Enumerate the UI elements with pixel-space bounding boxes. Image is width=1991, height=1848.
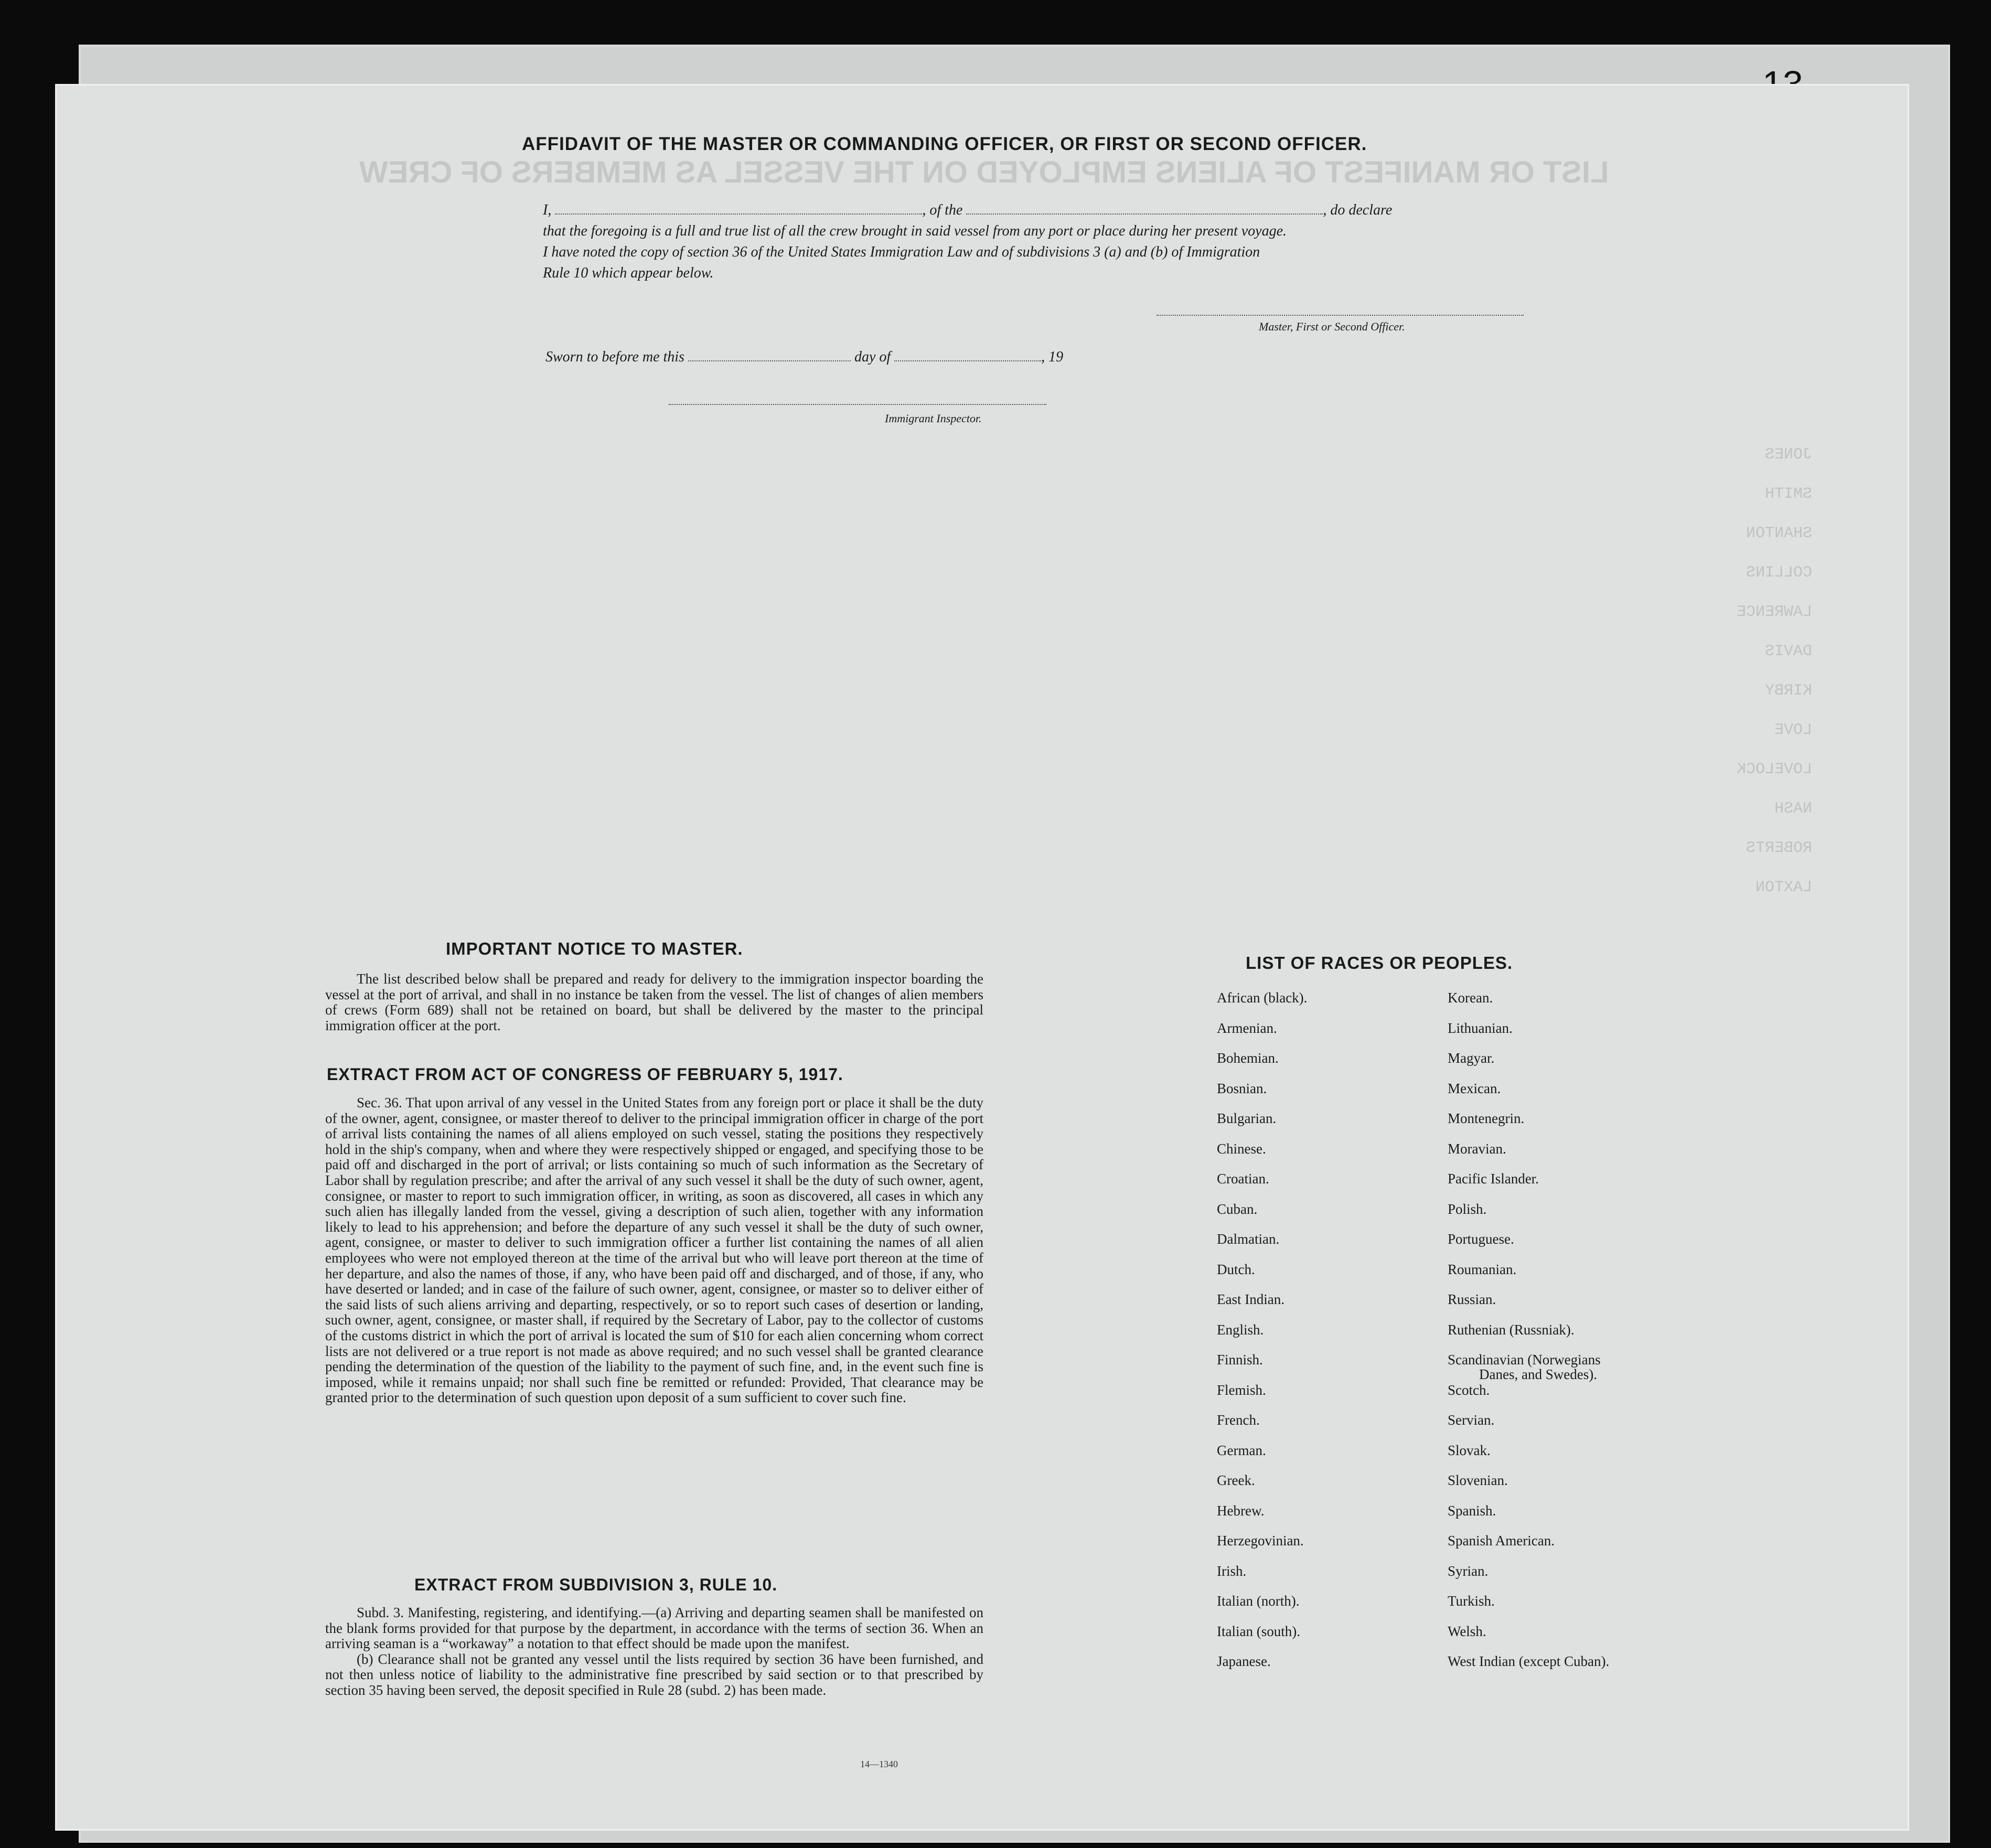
race-item: Flemish.: [1217, 1382, 1266, 1398]
race-item: Mexican.: [1448, 1080, 1501, 1096]
affidavit-line-1: [543, 202, 1550, 219]
race-item: French.: [1217, 1412, 1260, 1428]
race-item: Portuguese.: [1448, 1231, 1514, 1247]
race-item: German.: [1217, 1442, 1266, 1458]
sworn-line: [545, 349, 1553, 366]
bleed-row: KIRBY: [1764, 682, 1812, 700]
race-item: Armenian.: [1217, 1020, 1277, 1036]
race-item: Finnish.: [1217, 1352, 1263, 1368]
race-item: Slovak.: [1448, 1442, 1491, 1458]
rule-paragraph-b: (b) Clearance shall not be granted any vessel until the lists required by section 36 have been furnished, and not then unless notice of liability to the administrative fine prescribed by said section or to that prescribed by section 35 having been served, the deposit specified in Rule 28 (subd. 2) has been made.: [325, 1651, 983, 1698]
race-item: Roumanian.: [1448, 1261, 1517, 1277]
affidavit-line-3: I have noted the copy of section 36 of the United States Immigration Law and of subdivisions 3 (a) and (b) of Immigration: [543, 244, 1260, 260]
race-item: Scandinavian (Norwegians: [1448, 1352, 1601, 1368]
race-item: Herzegovinian.: [1217, 1533, 1304, 1548]
notice-text: [325, 971, 983, 1033]
race-item: Irish.: [1217, 1563, 1247, 1579]
bleed-row: SMITH: [1764, 485, 1812, 503]
race-item: Korean.: [1448, 990, 1493, 1006]
race-item: East Indian.: [1217, 1291, 1284, 1307]
race-item: Bohemian.: [1217, 1050, 1279, 1066]
race-item: Bulgarian.: [1217, 1110, 1277, 1126]
race-item: Russian.: [1448, 1291, 1496, 1307]
bleed-row: DAVIS: [1764, 643, 1812, 660]
bleed-row: COLLINS: [1746, 564, 1812, 582]
race-item: Montenegrin.: [1448, 1110, 1525, 1126]
race-item: Croatian.: [1217, 1171, 1269, 1187]
rule-paragraph-a: Subd. 3. Manifesting, registering, and identifying.—(a) Arriving and departing seamen shall be manifested on the blank forms provided for that purpose by the department, in accordance with the terms of section 36. When an arriving seaman is a “workaway” a notation to that effect should be made upon the manifest.: [325, 1605, 983, 1652]
race-item: Italian (north).: [1217, 1593, 1300, 1609]
race-item: Dalmatian.: [1217, 1231, 1280, 1247]
race-item: Moravian.: [1448, 1140, 1506, 1157]
bleed-row: JONES: [1764, 446, 1812, 464]
race-item: Pacific Islander.: [1448, 1171, 1539, 1187]
master-signature-label: Master, First or Second Officer.: [1259, 320, 1405, 333]
sworn-day-of: day of: [854, 349, 891, 365]
race-item: Slovenian.: [1448, 1472, 1508, 1488]
sworn-text: Sworn to before me this: [545, 349, 684, 365]
vessel-name-field[interactable]: [966, 203, 1323, 215]
bleed-row: LOVELOCK: [1736, 761, 1812, 778]
race-item: Dutch.: [1217, 1261, 1255, 1277]
rule-extract-text: [325, 1605, 983, 1699]
race-item: Spanish.: [1448, 1502, 1496, 1519]
form-number: 14—1340: [860, 1759, 898, 1769]
race-item: Ruthenian (Russniak).: [1448, 1321, 1575, 1338]
race-item: Welsh.: [1448, 1623, 1486, 1639]
sworn-year: , 19: [1041, 349, 1064, 365]
affidavit-line-2: that the foregoing is a full and true list of all the crew brought in said vessel from any port or place during her present voyage.: [543, 223, 1287, 239]
master-name-field[interactable]: [555, 203, 922, 215]
race-item: Greek.: [1217, 1472, 1255, 1488]
notice-paragraph: The list described below shall be prepared and ready for delivery to the immigration inspector boarding the vessel at the port of arrival, and shall in no instance be taken from the vessel. The list of changes of alien members of crews (Form 689) shall not be retained on board, but shall be delivered by the master to the principal immigration officer at the port.: [325, 971, 983, 1033]
race-item: Bosnian.: [1217, 1080, 1267, 1096]
bleed-row: SHANTON: [1746, 525, 1812, 542]
race-item: African (black).: [1217, 990, 1308, 1006]
affidavit-title: AFFIDAVIT OF THE MASTER OR COMMANDING OFFICER, OR FIRST OR SECOND OFFICER.: [522, 134, 1367, 154]
race-item: Servian.: [1448, 1412, 1495, 1428]
race-item: Syrian.: [1448, 1563, 1489, 1579]
bleed-row: LAWRENCE: [1736, 603, 1812, 621]
manifest-page: [55, 84, 1909, 1831]
notice-title: IMPORTANT NOTICE TO MASTER.: [446, 939, 743, 958]
bleed-row: LAXTON: [1755, 879, 1812, 896]
affidavit-line-4: Rule 10 which appear below.: [543, 265, 714, 281]
race-item: Magyar.: [1448, 1050, 1495, 1066]
race-item: Spanish American.: [1448, 1533, 1555, 1548]
act-extract-title: EXTRACT FROM ACT OF CONGRESS OF FEBRUARY 5, 1917.: [327, 1065, 843, 1084]
inspector-signature-field[interactable]: [669, 393, 1046, 405]
race-item: Lithuanian.: [1448, 1020, 1513, 1036]
race-item: Chinese.: [1217, 1140, 1266, 1157]
race-item: Polish.: [1448, 1201, 1487, 1217]
bleed-row: ROBERTS: [1746, 839, 1812, 857]
race-item: English.: [1217, 1321, 1264, 1338]
act-paragraph: Sec. 36. That upon arrival of any vessel in the United States from any foreign port or place it shall be the duty of the owner, agent, consignee, or master thereof to deliver to the principal immigration officer in charge of the port of arrival lists containing the names of all aliens employed on such vessel, stating the positions they respectively hold in the ship's company, when and where they were respectively shipped or engaged, and specifying those to be paid off and discharged in the port of arrival; or lists containing so much of such information as the Secretary of Labor shall by regulation prescribe; and after the arrival of any such vessel it shall be the duty of such owner, agent, consignee, or master to report to such immigration officer, in writing, as soon as discovered, all cases in which any such alien has illegally landed from the vessel, giving a description of such alien, together with any information likely to lead to his apprehension; and before the departure of any such vessel it shall be the duty of such owner, agent, consignee, or master to deliver to such immigration officer a further list containing the names of all alien employees who were not employed thereon at the time of the arrival but who will leave port thereon at the time of her departure, and also the names of those, if any, who have been paid off and discharged, and of those, if any, who have deserted or landed; and in case of the failure of such owner, agent, consignee, or master so to deliver either of the said lists of such aliens arriving and departing, respectively, or so to report such cases of desertion or landing, such owner, agent, consignee, or master shall, if required by the Secretary of Labor, pay to the collector of customs of the customs district in which the port of arrival is located the sum of $10 for each alien concerning whom correct lists are not delivered or a true report is not made as above required; and no such vessel shall be granted clearance pending the determination of the question of the liability to the payment of such fine, and, in the event such fine is imposed, while it remains unpaid; nor shall such fine be remitted or refunded: Provided, That clearance may be granted prior to the determination of such question upon deposit of a sum sufficient to cover such fine.: [325, 1095, 983, 1406]
race-item: Hebrew.: [1217, 1502, 1265, 1519]
affidavit-of-the: , of the: [922, 202, 963, 218]
bleed-through-header: LIST OR MANIFEST OF ALIENS EMPLOYED ON THE VESSEL AS MEMBERS OF CREW: [359, 155, 1609, 189]
master-signature-field[interactable]: [1157, 304, 1524, 316]
race-item: Italian (south).: [1217, 1623, 1300, 1639]
race-item: Danes, and Swedes).: [1479, 1366, 1597, 1382]
race-item: Japanese.: [1217, 1653, 1271, 1669]
sworn-day-field[interactable]: [688, 350, 851, 361]
bleed-row: LOVE: [1774, 721, 1812, 739]
bleed-row: NASH: [1774, 800, 1812, 818]
act-extract-text: [325, 1095, 983, 1406]
sworn-month-field[interactable]: [894, 350, 1041, 361]
race-item: West Indian (except Cuban).: [1448, 1653, 1610, 1669]
affidavit-i: I,: [543, 202, 552, 218]
races-title: LIST OF RACES OR PEOPLES.: [1246, 953, 1513, 973]
rule-extract-title: EXTRACT FROM SUBDIVISION 3, RULE 10.: [414, 1575, 778, 1594]
race-item: Turkish.: [1448, 1593, 1495, 1609]
affidavit-declare: , do declare: [1323, 202, 1393, 218]
race-item: Cuban.: [1217, 1201, 1258, 1217]
race-item: Scotch.: [1448, 1382, 1490, 1398]
inspector-label: Immigrant Inspector.: [885, 412, 982, 425]
